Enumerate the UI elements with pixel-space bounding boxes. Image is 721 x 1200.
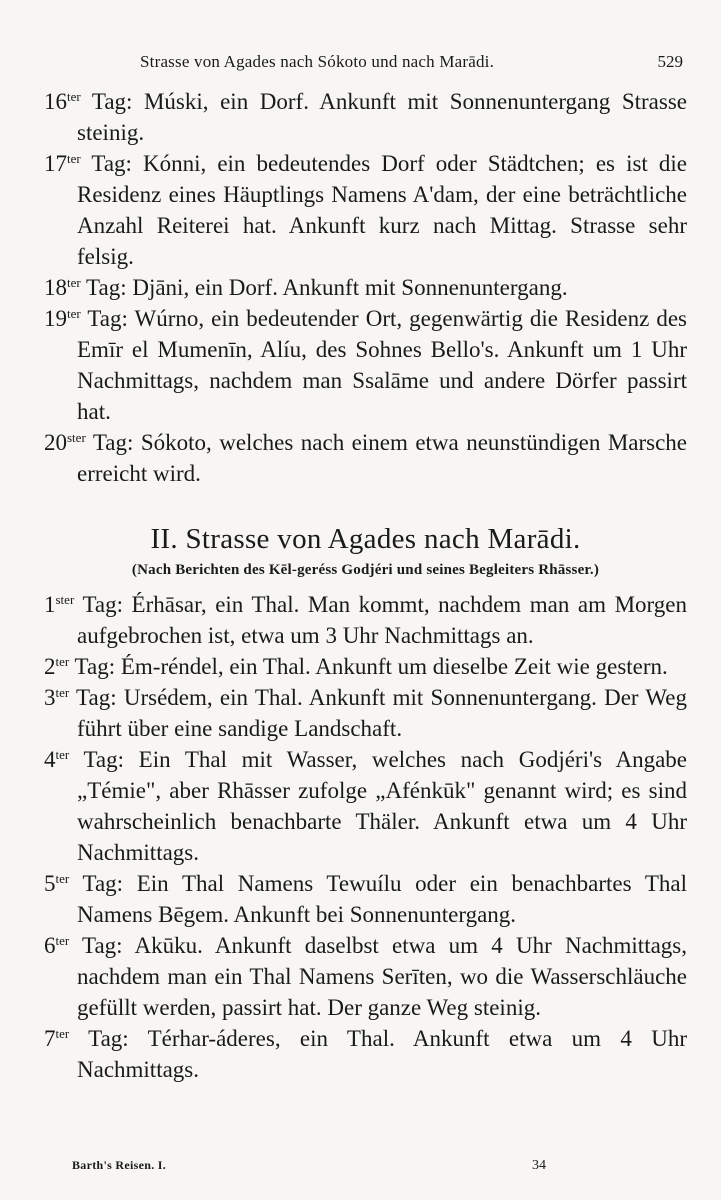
footer-signature-line: Barth's Reisen. I. [72,1158,167,1172]
itinerary-entry [44,303,687,427]
page-number: 529 [657,52,683,71]
entry-ordinal-suffix: ter [67,306,81,321]
entry-ordinal: 1 [44,592,56,617]
itinerary-entry [44,651,687,682]
entry-ordinal: 4 [44,747,56,772]
entry-ordinal: 16 [44,89,67,114]
entry-text: Tag: Térhar-áderes, ein Thal. Ankunft etwa um 4 Uhr Nachmittags. [69,1026,687,1082]
itinerary-entry [44,744,687,868]
entry-text: Tag: Ursédem, ein Thal. Ankunft mit Sonnenuntergang. Der Weg führt über eine sandige Landschaft. [69,685,687,741]
entry-ordinal-suffix: ter [55,1026,70,1041]
itinerary-entry [44,1023,687,1085]
entry-text: Tag: Ém-réndel, ein Thal. Ankunft um dieselbe Zeit wie gestern. [69,654,668,679]
entry-ordinal-suffix: ter [55,654,70,669]
entry-ordinal-suffix: ter [55,685,70,700]
itinerary-entry [44,868,687,930]
entry-ordinal-suffix: ter [55,871,70,886]
entry-text: Tag: Érhāsar, ein Thal. Man kommt, nachdem man am Morgen aufgebrochen ist, etwa um 3 Uhr Nachmittags an. [74,592,687,648]
entry-ordinal-suffix: ter [67,89,81,104]
running-title: Strasse von Agades nach Sókoto und nach Marādi. [140,52,495,71]
itinerary-entry [44,148,687,272]
entry-text: Tag: Sókoto, welches nach einem etwa neunstündigen Marsche erreicht wird. [77,430,687,486]
itinerary-entry [44,589,687,651]
entry-ordinal-suffix: ster [67,430,86,445]
entry-ordinal: 2 [44,654,56,679]
itinerary-entry [44,86,687,148]
entry-ordinal: 6 [44,933,56,958]
section-subtitle: (Nach Berichten des Kēl-geréss Godjéri und seines Begleiters Rhāsser.) [131,562,600,578]
entry-ordinal-suffix: ter [55,747,70,762]
footer-sheet-number: 34 [532,1158,546,1173]
running-header [0,52,721,82]
itinerary-entry [44,272,687,303]
entry-ordinal: 20 [44,430,67,455]
entry-ordinal-suffix: ter [67,275,81,290]
section-title: II. Strasse von Agades nach Marādi. [150,523,581,555]
entry-ordinal: 5 [44,871,56,896]
entry-text: Tag: Ein Thal Namens Tewuílu oder ein benachbartes Thal Namens Bēgem. Ankunft bei Sonnenuntergang. [69,871,687,927]
entry-ordinal: 17 [44,151,67,176]
entry-text: Tag: Akūku. Ankunft daselbst etwa um 4 Uhr Nachmittags, nachdem man ein Thal Namens Serīten, wo die Wasserschläuche gefüllt werden, passirt hat. Der ganze Weg steinig. [69,933,687,1020]
entry-text: Tag: Djāni, ein Dorf. Ankunft mit Sonnenuntergang. [80,275,568,300]
entry-text: Tag: Múski, ein Dorf. Ankunft mit Sonnenuntergang Strasse steinig. [77,89,687,145]
entry-ordinal-suffix: ter [55,933,70,948]
page-content [44,86,687,1085]
entry-ordinal: 7 [44,1026,56,1051]
itinerary-entry [44,682,687,744]
page-footer [0,1158,721,1178]
entry-ordinal: 19 [44,306,67,331]
itinerary-entry [44,427,687,489]
entry-ordinal: 18 [44,275,67,300]
itinerary-entry [44,930,687,1023]
entry-text: Tag: Kónni, ein bedeutendes Dorf oder Städtchen; es ist die Residenz eines Häuptlings Namens A'dam, der eine beträchtliche Anzahl Reiterei hat. Ankunft kurz nach Mittag. Strasse sehr felsig. [77,151,687,269]
entry-text: Tag: Wúrno, ein bedeutender Ort, gegenwärtig die Residenz des Emīr el Mumenīn, Alíu, des Sohnes Bello's. Ankunft um 1 Uhr Nachmittags, nachdem man Ssalāme und andere Dörfer passirt hat. [77,306,687,424]
entry-ordinal: 3 [44,685,56,710]
entry-ordinal-suffix: ster [55,592,75,607]
entry-text: Tag: Ein Thal mit Wasser, welches nach Godjéri's Angabe „Témie", aber Rhāsser zufolge „Afénkūk" genannt wird; es sind wahrscheinlich benachbarte Thäler. Ankunft etwa um 4 Uhr Nachmittags. [69,747,687,865]
entry-ordinal-suffix: ter [67,151,81,166]
